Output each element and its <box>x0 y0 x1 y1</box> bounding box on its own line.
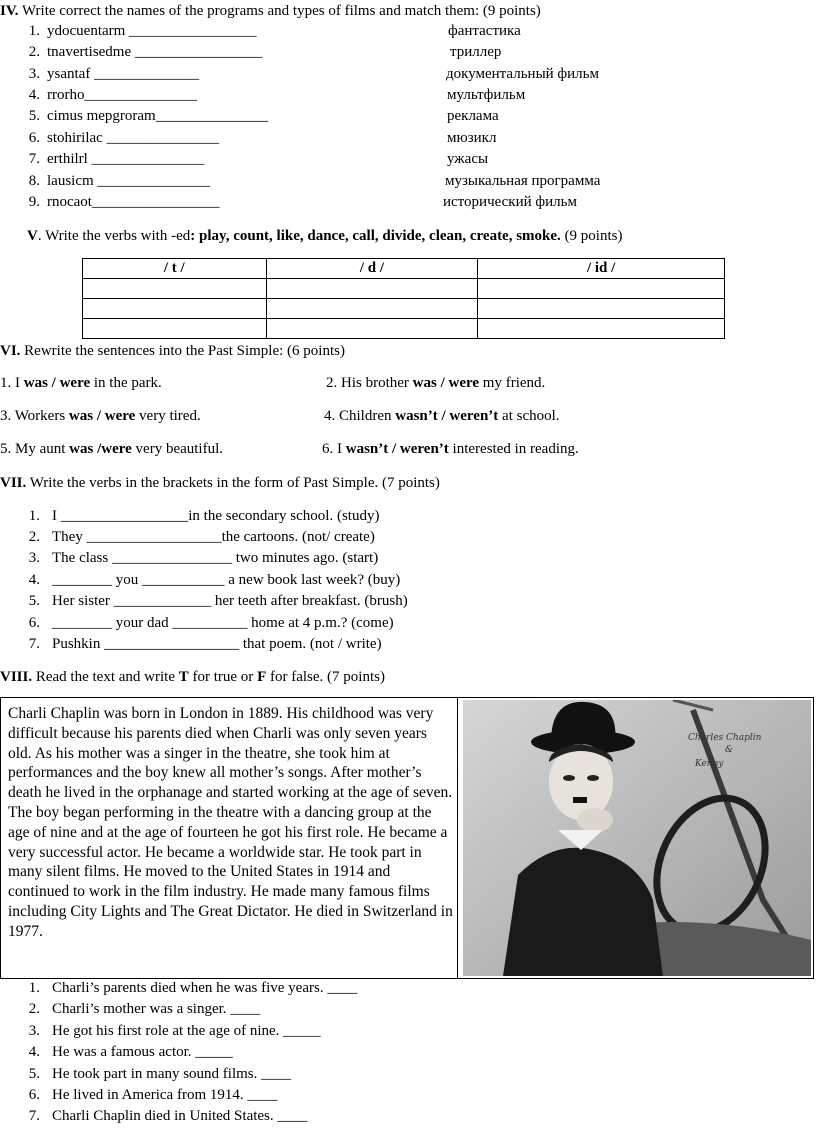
sentence-text: in the park. <box>90 375 162 391</box>
exercise-sentence: I _________________in the secondary school. (study) <box>52 508 380 524</box>
exercise-sentence: ________ your dad __________ home at 4 p.m.? (come) <box>52 615 394 631</box>
sentence-1 <box>0 375 162 392</box>
russian-term: музыкальная программа <box>445 173 601 189</box>
verb-choice: was / were <box>412 375 480 391</box>
sentence-3 <box>0 408 201 425</box>
russian-term: мюзикл <box>447 130 497 146</box>
section-number: VI. <box>0 343 21 359</box>
table-cell[interactable] <box>478 279 725 299</box>
item-number: 4. <box>28 87 40 103</box>
photo-caption-line: & <box>725 745 734 755</box>
verb-choice: wasn’t / weren’t <box>395 408 499 424</box>
table-cell[interactable] <box>83 299 267 319</box>
table-cell[interactable] <box>266 279 478 299</box>
table-row <box>83 319 725 339</box>
true-letter: T <box>178 669 189 685</box>
item-number: 4. <box>28 572 40 588</box>
header-t: / t / <box>83 259 267 279</box>
sentence-text: 3. Workers <box>0 408 69 424</box>
section-title: for false. (7 points) <box>266 669 385 685</box>
sentence-text: 5. My aunt <box>0 441 70 457</box>
true-false-statement: He got his first role at the age of nine. _____ <box>52 1023 321 1039</box>
section-number: IV. <box>0 3 19 19</box>
sentence-text: 1. I <box>0 375 24 391</box>
sentence-6 <box>322 441 579 458</box>
section-number: VIII. <box>0 669 33 685</box>
russian-term: мультфильм <box>447 87 526 103</box>
russian-term: фантастика <box>448 23 521 39</box>
section-vii-heading <box>0 475 440 492</box>
box-divider <box>457 698 458 978</box>
item-number: 2. <box>28 44 40 60</box>
sentence-text: 2. His brother <box>326 375 413 391</box>
verb-choice: wasn’t / weren’t <box>345 441 449 457</box>
section-viii-heading <box>0 669 385 686</box>
item-number: 5. <box>28 1066 40 1082</box>
table-row <box>83 279 725 299</box>
item-number: 4. <box>28 1044 40 1060</box>
scrambled-word: lausicm _______________ <box>47 173 210 189</box>
exercise-sentence: Her sister _____________ her teeth after breakfast. (brush) <box>52 593 408 609</box>
scrambled-word: ydocuentarm _________________ <box>47 23 257 39</box>
true-false-statement: He took part in many sound films. ____ <box>52 1066 292 1082</box>
sentence-text: very beautiful. <box>131 441 224 457</box>
item-number: 8. <box>28 173 40 189</box>
verb-list: : play, count, like, dance, call, divide, clean, create, smoke. <box>190 228 561 244</box>
item-number: 1. <box>28 508 40 524</box>
true-false-statement: He was a famous actor. _____ <box>52 1044 233 1060</box>
item-number: 7. <box>28 636 40 652</box>
verb-choice: was / were <box>68 408 136 424</box>
section-vi-heading <box>0 343 345 360</box>
exercise-sentence: The class ________________ two minutes ago. (start) <box>52 550 379 566</box>
table-cell[interactable] <box>83 279 267 299</box>
item-number: 5. <box>28 108 40 124</box>
item-number: 2. <box>28 529 40 545</box>
item-number: 3. <box>28 1023 40 1039</box>
table-cell[interactable] <box>478 299 725 319</box>
sentence-2 <box>326 375 545 392</box>
item-number: 6. <box>28 615 40 631</box>
item-number: 9. <box>28 194 40 210</box>
table-row <box>83 299 725 319</box>
item-number: 5. <box>28 593 40 609</box>
russian-term: документальный фильм <box>446 66 599 82</box>
photo-caption-line: Charles Chaplin <box>688 733 762 743</box>
section-number: VII. <box>0 475 27 491</box>
verb-choice: was /were <box>69 441 132 457</box>
section-number: V <box>27 228 38 244</box>
section-iv-heading <box>0 3 541 20</box>
scrambled-word: rrorho_______________ <box>47 87 197 103</box>
item-number: 6. <box>28 1087 40 1103</box>
scrambled-word: ysantaf ______________ <box>47 66 200 82</box>
true-false-statement: Charli’s mother was a singer. ____ <box>52 1001 261 1017</box>
section-title: Write correct the names of the programs and types of films and match them: (9 points) <box>18 3 541 19</box>
item-number: 6. <box>28 130 40 146</box>
scrambled-word: cimus mepgroram_______________ <box>47 108 269 124</box>
table-cell[interactable] <box>478 319 725 339</box>
sentence-4 <box>324 408 560 425</box>
true-false-statement: Charli Chaplin died in United States. ____ <box>52 1108 308 1124</box>
exercise-sentence: ________ you ___________ a new book last week? (buy) <box>52 572 401 588</box>
item-number: 7. <box>28 151 40 167</box>
section-title: . Write the verbs with -ed <box>37 228 191 244</box>
sentence-text: my friend. <box>479 375 546 391</box>
item-number: 1. <box>28 23 40 39</box>
true-false-statement: Charli’s parents died when he was five years. ____ <box>52 980 358 996</box>
table-header-row <box>83 259 725 279</box>
item-number: 2. <box>28 1001 40 1017</box>
section-v-heading <box>27 228 622 245</box>
reading-box <box>0 697 814 979</box>
table-cell[interactable] <box>266 319 478 339</box>
verb-ending-table <box>82 258 725 339</box>
photo-illustration <box>463 700 811 976</box>
table-cell[interactable] <box>266 299 478 319</box>
sentence-text: 4. Children <box>324 408 396 424</box>
scrambled-word: erthilrl _______________ <box>47 151 205 167</box>
scrambled-word: stohirilac _______________ <box>47 130 220 146</box>
sentence-5 <box>0 441 223 458</box>
item-number: 1. <box>28 980 40 996</box>
sentence-text: at school. <box>498 408 560 424</box>
table-cell[interactable] <box>83 319 267 339</box>
item-number: 3. <box>28 550 40 566</box>
russian-term: реклама <box>447 108 499 124</box>
false-letter: F <box>257 669 267 685</box>
russian-term: исторический фильм <box>443 194 577 210</box>
header-d: / d / <box>266 259 478 279</box>
photo-caption-line: Kenny <box>695 759 724 769</box>
reading-text: Charli Chaplin was born in London in 1889. His childhood was very difficult because his parents died when Charli was only seven years old. As his mother was a singer in the theatre, she took him at performances and the boy knew all mother’s songs. After mother’s death he lived in the orphanage and started working at the age of seven. The boy began performing in the theatre with a dancing group at the age of nine and at the age of fourteen he got his first role. He became a very successful actor. He became a worldwide star. He took part in many silent films. He moved to the United States in 1914 and continued to work in the film industry. He made many famous films including City Lights and The Great Dictator. He died in Switzerland in 1977. <box>8 705 453 940</box>
sentence-text: interested in reading. <box>448 441 579 457</box>
section-title: for true or <box>188 669 258 685</box>
item-number: 3. <box>28 66 40 82</box>
russian-term: ужасы <box>447 151 489 167</box>
exercise-sentence: They __________________the cartoons. (not/ create) <box>52 529 375 545</box>
scrambled-word: rnocaot_________________ <box>47 194 220 210</box>
header-id: / id / <box>478 259 725 279</box>
points: (9 points) <box>560 228 623 244</box>
sentence-text: 6. I <box>322 441 346 457</box>
chaplin-photo <box>463 700 811 976</box>
section-title: Write the verbs in the brackets in the form of Past Simple. (7 points) <box>26 475 440 491</box>
russian-term: триллер <box>450 44 502 60</box>
scrambled-word: tnavertisedme _________________ <box>47 44 263 60</box>
section-title: Read the text and write <box>32 669 179 685</box>
item-number: 7. <box>28 1108 40 1124</box>
section-title: Rewrite the sentences into the Past Simple: (6 points) <box>20 343 345 359</box>
verb-choice: was / were <box>23 375 91 391</box>
sentence-text: very tired. <box>135 408 201 424</box>
exercise-sentence: Pushkin __________________ that poem. (not / write) <box>52 636 382 652</box>
true-false-statement: He lived in America from 1914. ____ <box>52 1087 278 1103</box>
